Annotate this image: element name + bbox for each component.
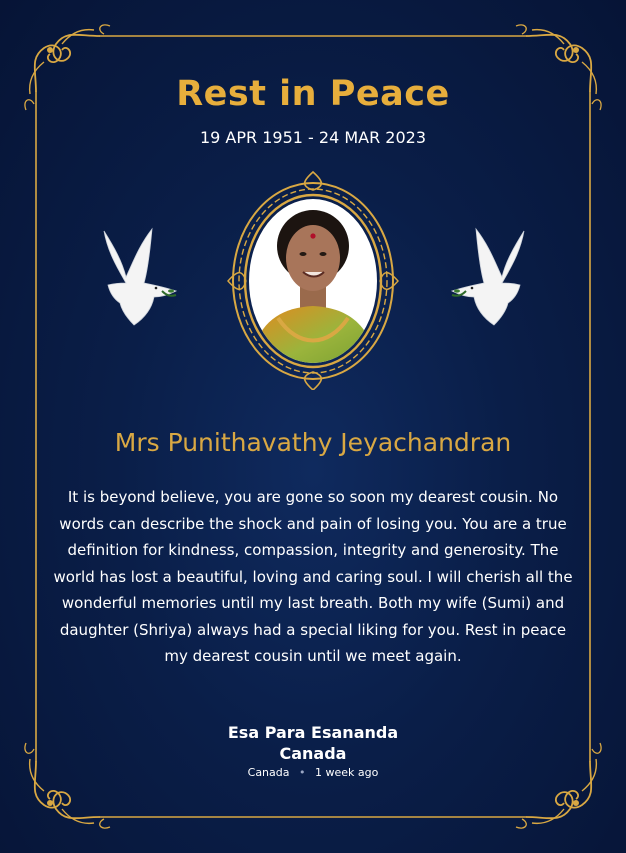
- tribute-meta: [0, 766, 626, 779]
- portrait: [218, 168, 408, 390]
- meta-separator: •: [299, 766, 306, 779]
- dove-icon: [92, 225, 184, 329]
- life-dates: 19 APR 1951 - 24 MAR 2023: [199, 128, 427, 147]
- tribute-message: It is beyond believe, you are gone so soon my dearest cousin. No words can describe the shock and pain of losing you. You are a true definition for kindness, compassion, integrity and generosity. The world has lost a beautiful, loving and caring soul. I will cherish all the wonderful memories until my last breath. Both my wife (Sumi) and daughter (Shriya) always had a special liking for you. Rest in peace my dearest cousin until we meet again.: [53, 488, 573, 665]
- title: Rest in Peace: [176, 74, 450, 114]
- dove-icon: [444, 225, 536, 329]
- meta-time: 1 week ago: [315, 766, 379, 779]
- meta-location: Canada: [247, 766, 290, 779]
- deceased-name: Mrs Punithavathy Jeyachandran: [114, 428, 512, 457]
- author-name: Esa Para Esananda: [227, 723, 399, 742]
- author-location: Canada: [279, 744, 347, 763]
- author-block: [0, 722, 626, 764]
